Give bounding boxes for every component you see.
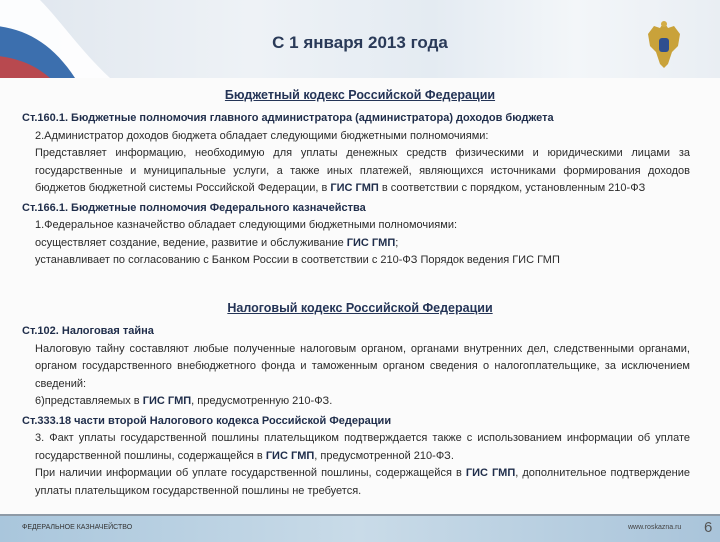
text: Представляет информацию, необходимую для уплаты денежных средств физическими и юридическими лицами за государственные и муниципальные услуги, а также иных платежей, являющихся источниками формирования доходов бюджетов бюджетной системы Российской Федерации, в	[35, 147, 690, 194]
article-paragraph: устанавливает по согласованию с Банком России в соответствии с 210-ФЗ Порядок ведения ГИС ГМП	[35, 254, 560, 266]
article-paragraph: Налоговую тайну составляют любые полученные налоговым органом, органами внутренних дел, следственными органами, органом государственного внебюджетного фонда и таможенным органом сведения о налогоплательщике, за исключением сведений:	[35, 342, 690, 390]
treasury-emblem-icon	[644, 18, 684, 70]
article-paragraph	[35, 145, 690, 198]
article-heading: Ст.102. Налоговая тайна	[22, 325, 154, 337]
footer-org-name: ФЕДЕРАЛЬНОЕ КАЗНАЧЕЙСТВО	[22, 524, 133, 531]
text: При наличии информации об уплате государственной пошлины, содержащейся в	[35, 467, 466, 479]
text: ;	[395, 236, 399, 249]
slide-footer	[0, 514, 720, 542]
text: в соответствии с порядком, установленным 210-ФЗ	[378, 182, 646, 194]
budget-code-section	[22, 110, 690, 270]
article-paragraph	[35, 393, 690, 411]
article-heading: Ст.166.1. Бюджетные полномочия Федерального казначейства	[22, 201, 366, 214]
article-paragraph	[35, 430, 690, 465]
page-number: 6	[704, 519, 713, 536]
bold-term: ГИС ГМП	[330, 182, 379, 194]
text: , предусмотренной 210-ФЗ.	[314, 449, 454, 462]
bold-term: ГИС ГМП	[465, 467, 516, 479]
text: 3. Факт уплаты государственной пошлины плательщиком подтверждается также с использованием информации об уплате государственной пошлины, содержащейся в	[35, 432, 690, 462]
article-heading: Ст.333.18 части второй Налогового кодекса Российской Федерации	[22, 414, 392, 427]
tax-code-section	[22, 323, 690, 500]
article-paragraph	[35, 235, 690, 253]
text: , дополнительное подтверждение уплаты плательщиком государственной пошлины не требуется.	[35, 467, 691, 497]
slide-header	[0, 0, 720, 78]
article-paragraph: 2.Администратор доходов бюджета обладает следующими бюджетными полномочиями:	[35, 129, 489, 142]
bold-term: ГИС ГМП	[265, 449, 315, 462]
footer-website: www.roskazna.ru	[628, 524, 682, 531]
section-title-budget-code: Бюджетный кодекс Российской Федерации	[224, 88, 496, 102]
text: , предусмотренную 210-ФЗ.	[191, 395, 333, 407]
section-title-tax-code: Налоговый кодекс Российской Федерации	[227, 301, 493, 315]
bold-term: ГИС ГМП	[346, 236, 396, 249]
slide-title: С 1 января 2013 года	[272, 33, 448, 52]
article-paragraph	[35, 465, 690, 500]
article-paragraph: 1.Федеральное казначейство обладает следующими бюджетными полномочиями:	[35, 219, 458, 231]
bold-term: ГИС ГМП	[142, 395, 192, 407]
text: осуществляет создание, ведение, развитие и обслуживание	[35, 236, 347, 249]
text: 6)представляемых в	[35, 395, 143, 407]
article-heading: Ст.160.1. Бюджетные полномочия главного администратора (администратора) доходов бюджета	[22, 112, 554, 124]
